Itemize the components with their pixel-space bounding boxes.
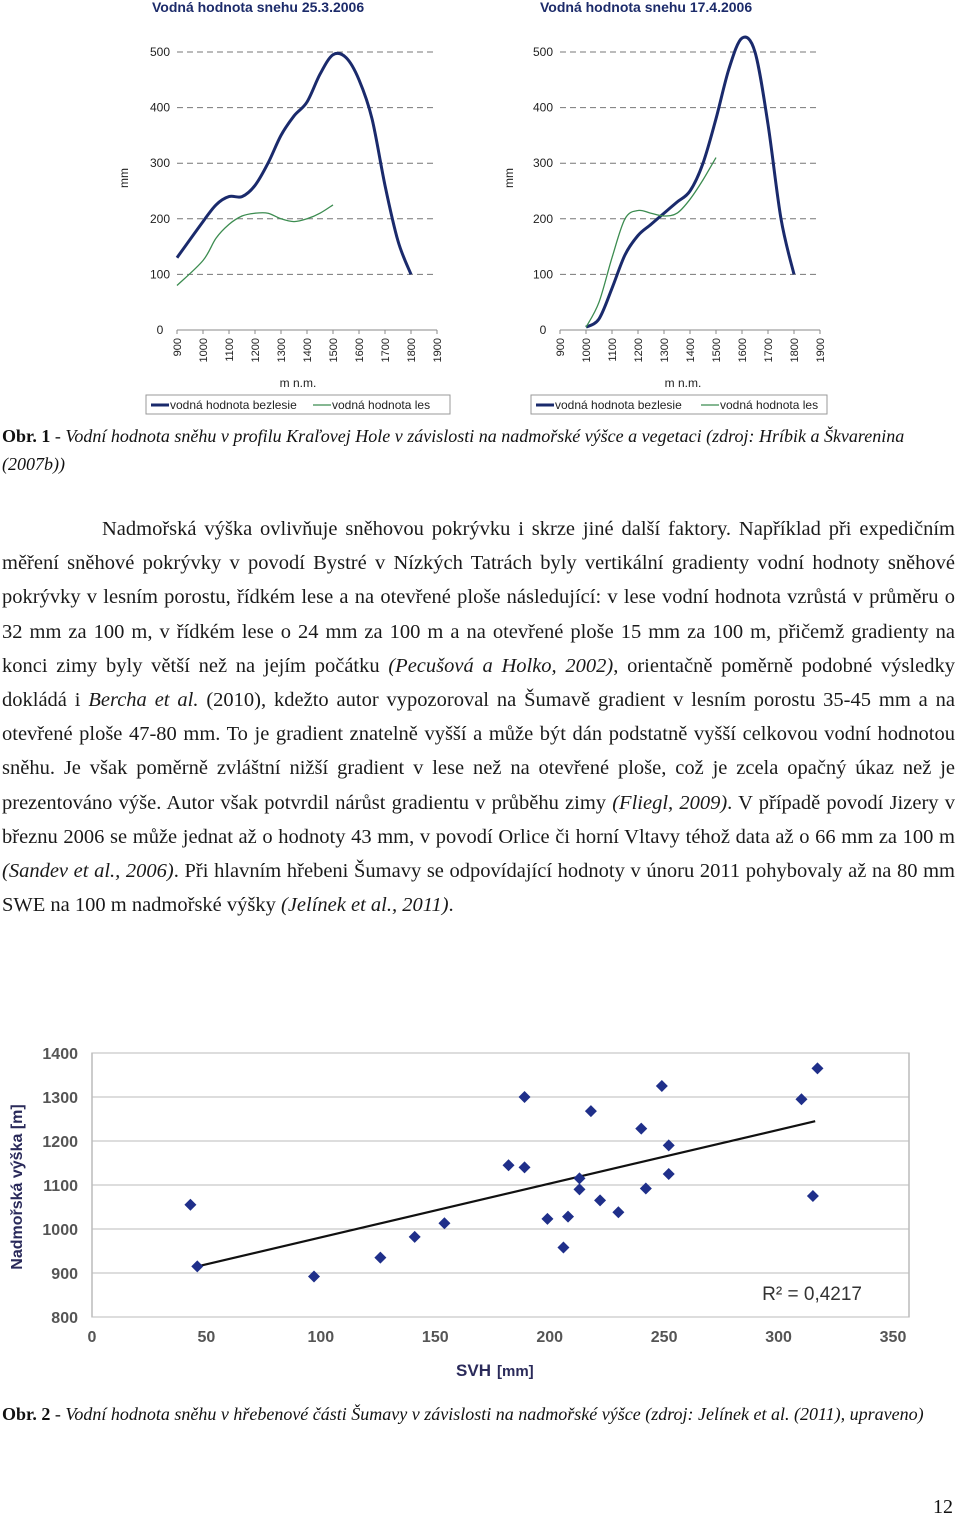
y-tick-label: 1400 — [42, 1046, 78, 1063]
x-tick-label: 1800 — [406, 338, 418, 363]
series-line-bezlesie — [177, 53, 411, 274]
series-line-les — [177, 205, 333, 286]
chart-right-title: Vodná hodnota snehu 17.4.2006 — [540, 0, 753, 15]
y-tick-label: 500 — [149, 45, 171, 59]
x-tick-label: 300 — [765, 1329, 792, 1346]
x-tick-label: 350 — [879, 1329, 907, 1346]
x-tick-label: 1700 — [380, 338, 392, 363]
y-axis-label: mm — [502, 168, 516, 188]
citation: (Sandev et al., 2006) — [2, 860, 174, 883]
x-tick-label: 50 — [197, 1329, 216, 1346]
chart-left — [117, 45, 450, 414]
x-tick-label: 1100 — [224, 338, 236, 362]
y-tick-label: 100 — [532, 267, 554, 282]
legend-label: vodná hodnota bezlesie — [170, 398, 297, 412]
x-axis-unit: [mm] — [497, 1363, 534, 1380]
figure2-chart — [0, 1030, 960, 1390]
citation: (Pecušová a Holko, 2002) — [388, 654, 614, 677]
citation: (Fliegl, 2009) — [612, 791, 728, 814]
y-tick-label: 0 — [539, 323, 547, 337]
series-line-bezlesie — [586, 37, 794, 327]
y-tick-label: 0 — [156, 323, 164, 337]
y-tick-label: 900 — [51, 1266, 78, 1283]
x-tick-label: 1900 — [815, 338, 827, 363]
y-tick-label: 800 — [51, 1310, 78, 1327]
x-tick-label: 1400 — [302, 338, 314, 363]
x-tick-label: 1800 — [789, 338, 801, 363]
x-tick-label: 1200 — [633, 338, 645, 363]
x-tick-label: 1900 — [432, 338, 444, 363]
x-tick-label: 250 — [650, 1329, 678, 1346]
figure1-caption-text: - Vodní hodnota sněhu v profilu Kraľovej Hole v závislosti na nadmořské výšce a vegetaci (zdroj: Hríbik a Škvarenina (2007b)) — [2, 426, 905, 474]
paragraph-text: , orientačně poměrně podobné výsledky dokládá i — [2, 654, 955, 712]
x-tick-label: 900 — [172, 338, 184, 357]
x-tick-label: 1300 — [276, 338, 288, 363]
x-tick-label: 0 — [87, 1329, 97, 1346]
x-tick-label: 1700 — [763, 338, 775, 363]
y-tick-label: 400 — [532, 100, 554, 115]
figure2-caption-text: - Vodní hodnota sněhu v hřebenové části Šumavy v závislosti na nadmořské výšce (zdroj: Jelínek et al. (2011), upraveno) — [50, 1404, 924, 1424]
chart-right — [502, 37, 827, 414]
x-tick-label: 900 — [555, 338, 567, 357]
y-tick-label: 1300 — [42, 1090, 78, 1107]
figure2-caption-label: Obr. 2 — [2, 1404, 51, 1424]
figure2-caption — [2, 1400, 957, 1428]
figure1-caption-label: Obr. 1 — [2, 426, 51, 446]
y-tick-label: 200 — [149, 211, 171, 226]
x-tick-label: 200 — [536, 1329, 564, 1346]
x-tick-label: 150 — [421, 1329, 449, 1346]
y-tick-label: 100 — [149, 267, 171, 282]
paragraph-text: (2010), kdežto autor vypozoroval na Šumavě gradient v lesním porostu 35-45 mm a na otevřené ploše 47-80 mm. To je gradient znatelně vyšší a může být dán podstatně vyšší celkovou vodní hodnotou sněhu. Je však poměrně zvláštní nižší gradient v lese než na otevřené ploše, což je zcela opačný úkaz než je prezentováno výše. Autor však potvrdil nárůst gradientu v průběhu zimy — [2, 689, 955, 814]
body-paragraph — [2, 512, 955, 922]
figure1-caption — [2, 422, 957, 478]
page-number: 12 — [933, 1496, 953, 1518]
paragraph-text: Nadmořská výška ovlivňuje sněhovou pokrývku i skrze jiné další faktory. Například při expedičním měření sněhové pokrývky v povodí Bystré v Nízkých Tatrách byly vertikální gradienty vodní hodnoty sněhové pokrývky v lesním porostu, řídkém lese a na otevřené ploše následující: v lese vodní hodnota vzrůstá v průměru o 32 mm za 100 m, v řídkém lese o 24 mm za 100 m a na otevřené ploše 15 mm za 100 m, přičemž gradienty na konci zimy byly větší než na jejím počátku — [2, 518, 955, 677]
x-tick-label: 1600 — [354, 338, 366, 363]
x-tick-label: 1000 — [581, 338, 593, 363]
x-tick-label: 100 — [307, 1329, 335, 1346]
x-axis-label: m n.m. — [664, 376, 702, 390]
y-tick-label: 400 — [149, 100, 171, 115]
citation: Bercha et al. — [88, 689, 199, 712]
x-tick-label: 1400 — [685, 338, 697, 363]
x-tick-label: 1300 — [659, 338, 671, 363]
y-tick-label: 1200 — [42, 1134, 78, 1151]
x-tick-label: 1200 — [250, 338, 262, 363]
x-axis-label: m n.m. — [279, 376, 317, 390]
legend-label: vodná hodnota les — [332, 398, 431, 412]
r-squared-label: R² = 0,4217 — [762, 1284, 862, 1305]
y-tick-label: 500 — [532, 45, 554, 59]
paragraph-text: . V případě povodí Jizery v březnu 2006 se může jednat až o hodnoty 43 mm, v povodí Orlice či horní Vltavy téhož data až o 66 mm za 100 m — [2, 791, 955, 848]
y-tick-label: 200 — [532, 211, 554, 226]
y-axis-label: mm — [117, 168, 131, 188]
y-tick-label: 1000 — [42, 1222, 78, 1239]
y-tick-label: 300 — [532, 156, 554, 171]
x-tick-label: 1100 — [607, 338, 619, 362]
paragraph-text: . Při hlavním hřebeni Šumavy se odpovídající hodnoty v únoru 2011 pohybovaly až na 80 mm SWE na 100 m nadmořské výšky — [2, 860, 955, 917]
y-tick-label: 1100 — [43, 1178, 78, 1195]
chart-left-title: Vodná hodnota snehu 25.3.2006 — [152, 0, 365, 15]
legend-label: vodná hodnota les — [720, 398, 819, 412]
y-tick-label: 300 — [149, 156, 171, 171]
x-tick-label: 1000 — [198, 338, 210, 363]
x-tick-label: 1600 — [737, 338, 749, 363]
paragraph-text: . — [448, 894, 454, 917]
citation: (Jelínek et al., 2011) — [281, 894, 449, 917]
scatter-chart — [9, 1046, 909, 1380]
x-tick-label: 1500 — [328, 338, 340, 363]
y-axis-label: Nadmořská výška [m] — [9, 1104, 26, 1270]
legend-label: vodná hodnota bezlesie — [555, 398, 682, 412]
x-axis-label: SVH — [456, 1361, 491, 1380]
x-tick-label: 1500 — [711, 338, 723, 363]
figure1-charts — [0, 0, 960, 420]
